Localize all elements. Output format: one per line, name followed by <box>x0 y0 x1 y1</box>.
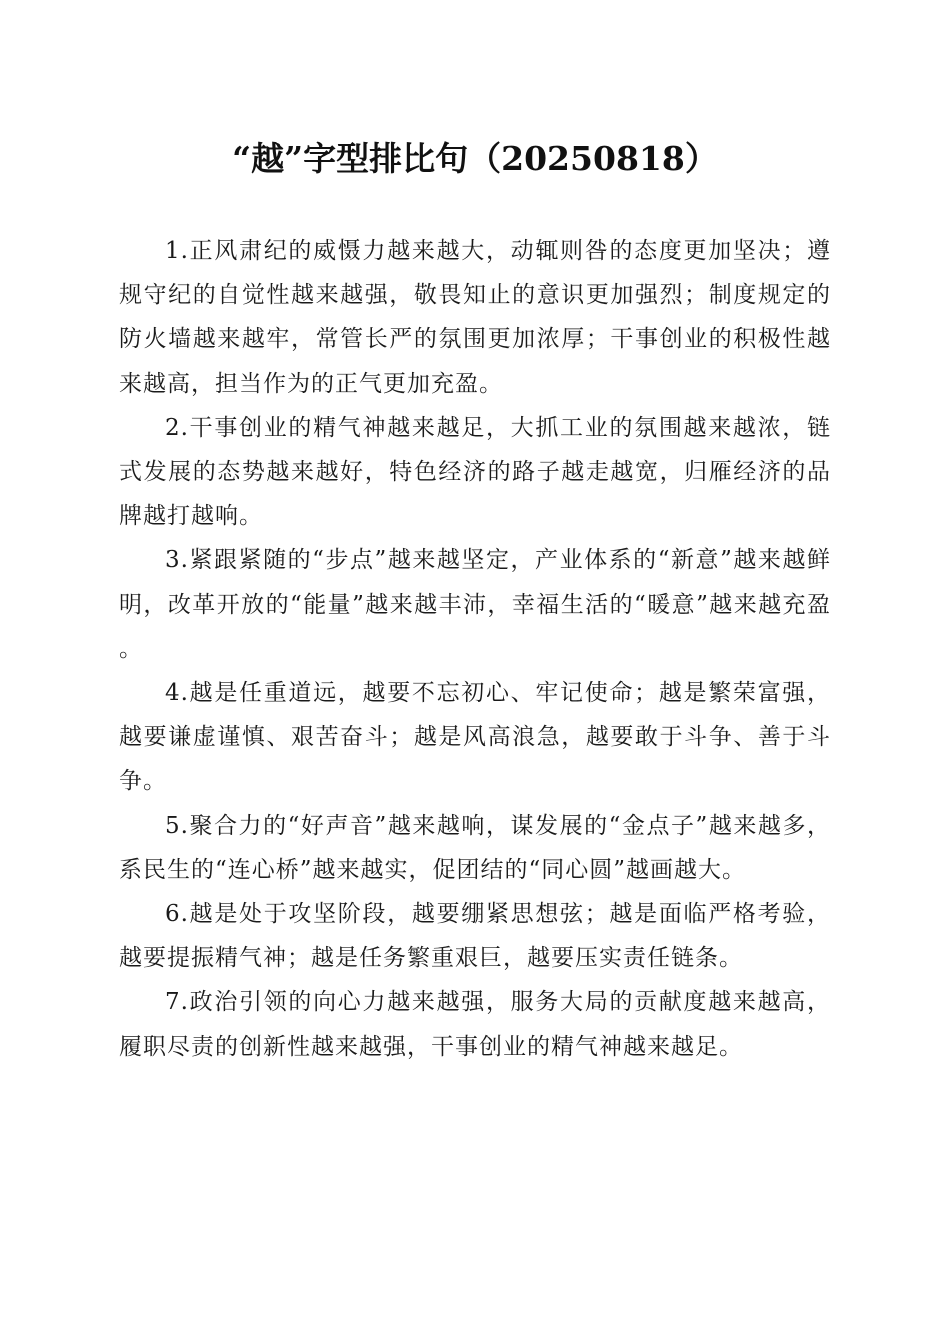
paragraph-3: 3.紧跟紧随的“步点”越来越坚定，产业体系的“新意”越来越鲜明，改革开放的“能量”越来越丰沛，幸福生活的“暖意”越来越充盈。 <box>119 547 831 662</box>
paragraph-1: 1.正风肃纪的威慑力越来越大，动辄则咎的态度更加坚决；遵规守纪的自觉性越来越强，敬畏知止的意识更加强烈；制度规定的防火墙越来越牢，常管长严的氛围更加浓厚；干事创业的积极性越来越高，担当作为的正气更加充盈。 <box>119 238 831 397</box>
paragraph-2: 2.干事创业的精气神越来越足，大抓工业的氛围越来越浓，链式发展的态势越来越好，特色经济的路子越走越宽，归雁经济的品牌越打越响。 <box>119 414 831 530</box>
paragraph-4: 4.越是任重道远，越要不忘初心、牢记使命；越是繁荣富强，越要谦虚谨慎、艰苦奋斗；越是风高浪急，越要敢于斗争、善于斗争。 <box>119 680 831 795</box>
document-title: “越”字型排比句（20250818） <box>232 139 718 178</box>
paragraph-7: 7.政治引领的向心力越来越强，服务大局的贡献度越来越高，履职尽责的创新性越来越强，干事创业的精气神越来越足。 <box>119 989 831 1060</box>
document-body <box>119 229 831 1069</box>
paragraph-5: 5.聚合力的“好声音”越来越响，谋发展的“金点子”越来越多，系民生的“连心桥”越来越实，促团结的“同心圆”越画越大。 <box>119 812 831 883</box>
paragraph-6: 6.越是处于攻坚阶段，越要绷紧思想弦；越是面临严格考验，越要提振精气神；越是任务繁重艰巨，越要压实责任链条。 <box>119 901 831 972</box>
